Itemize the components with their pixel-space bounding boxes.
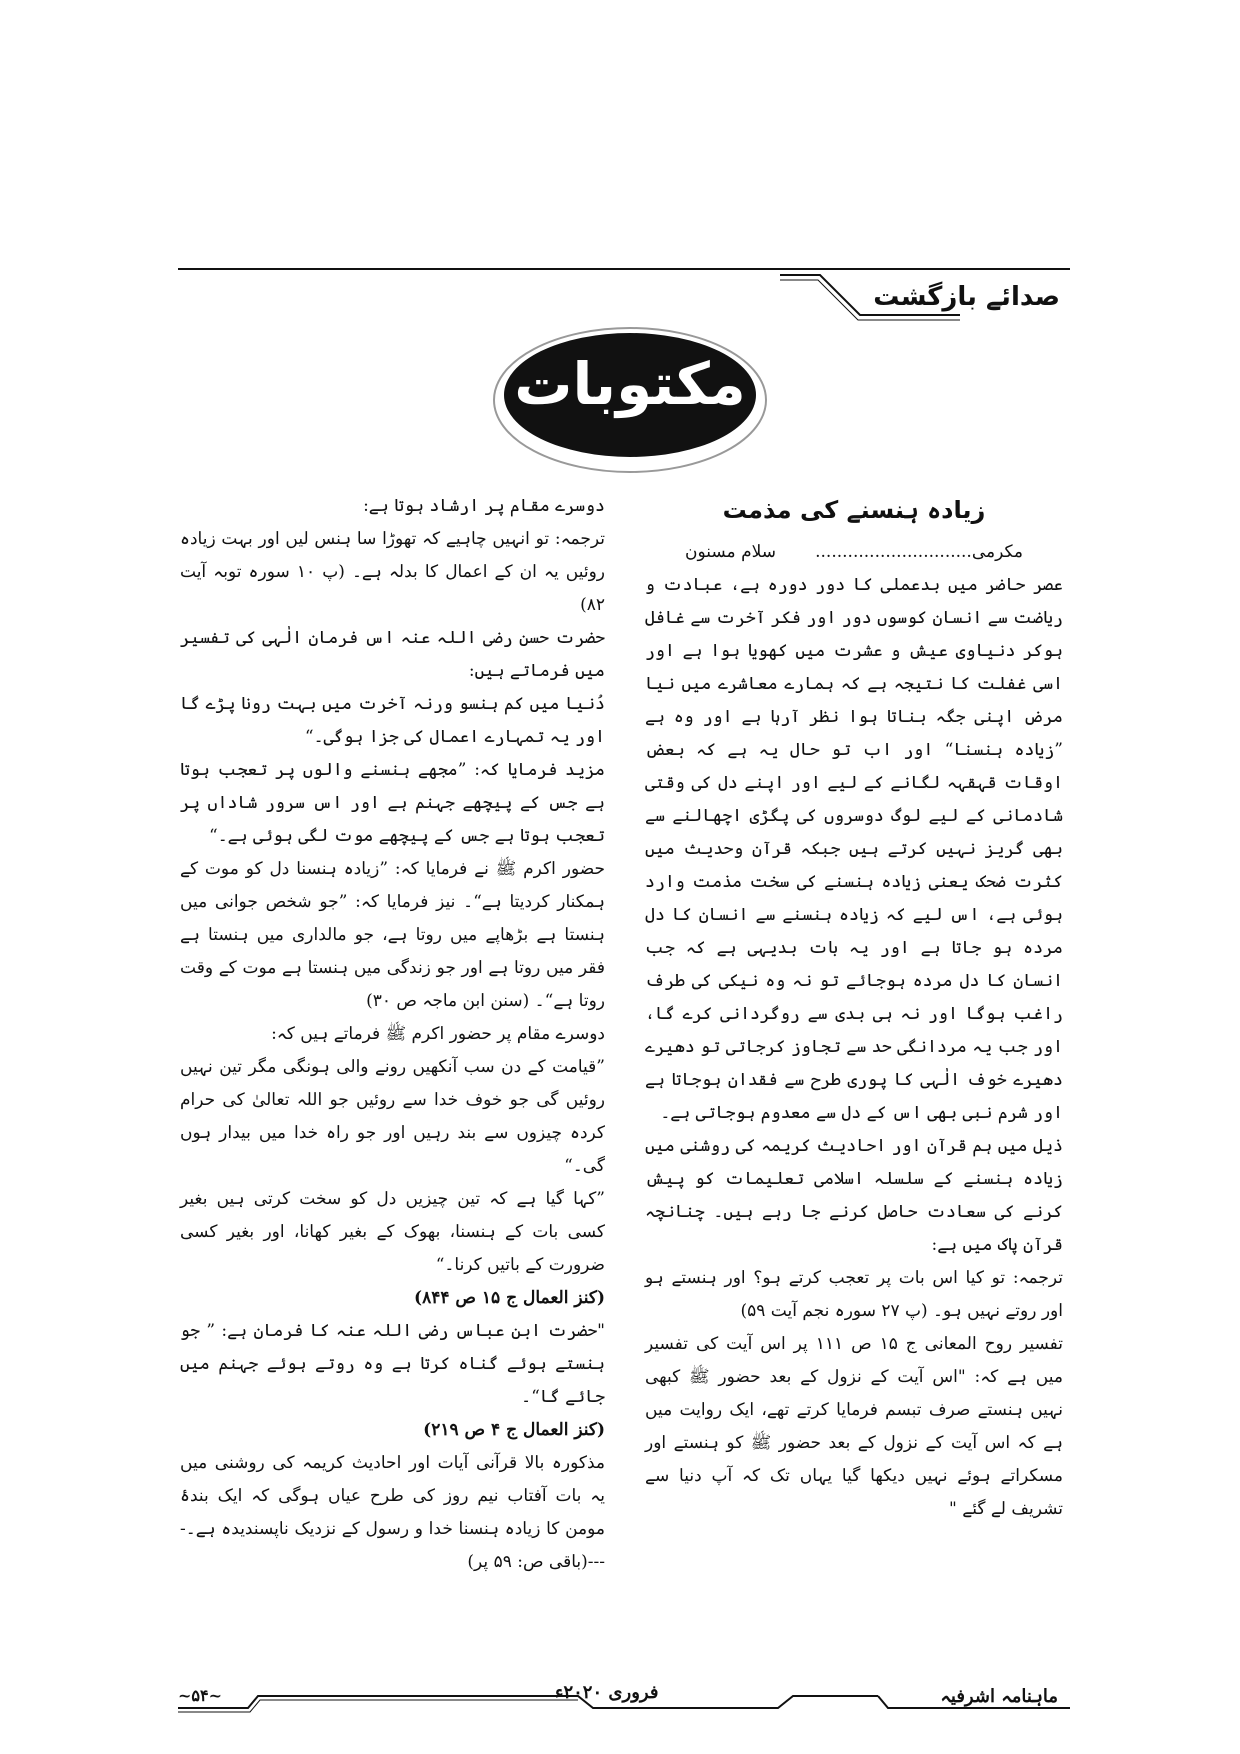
paragraph: دُنیا میں کم ہنسو ورنہ آخرت میں بہت رونا پڑے گا اور یہ تمہارے اعمال کی جزا ہوگی۔“ (180, 694, 605, 747)
paragraph: مذکورہ بالا قرآنی آیات اور احادیث کریمہ کی روشنی میں یہ بات آفتاب نیم روز کی طرح عیاں ہوگی کہ ایک بندۂ مومن کا زیادہ ہنسنا خدا و رسول کے نزدیک ناپسندیدہ ہے۔----(باقی ص: ۵۹ پر) (180, 1453, 605, 1572)
footer-magazine-name: ماہنامہ اشرفیہ (940, 1686, 1058, 1707)
paragraph: ”کہا گیا ہے کہ تین چیزیں دل کو سخت کرتی ہیں بغیر کسی بات کے ہنسنا، بھوک کے بغیر کھانا، اور بغیر کسی ضرورت کے باتیں کرنا۔“ (180, 1189, 605, 1275)
paragraph: عصر حاضر میں بدعملی کا دور دورہ ہے، عبادت و ریاضت سے انسان کوسوں دور اور فکر آخرت سے غافل ہوکر دنیاوی عیش و عشرت میں کھویا ہوا ہے اور اسی غفلت کا نتیجہ ہے کہ ہمارے معاشرے میں نیا مرض اپنی جگہ بناتا ہوا نظر آرہا ہے اور وہ ہے ”زیادہ ہنسنا“ اور اب تو حال یہ ہے کہ بعض اوقات قہقہہ لگانے کے لیے اور اپنے دل کی وقتی شادمانی کے لیے لوگ دوسروں کی پگڑی اچھالنے سے بھی گریز نہیں کرتے ہیں جبکہ قرآن وحدیث میں کثرت ضحک یعنی زیادہ ہنسنے کی سخت مذمت وارد ہوئی ہے، اس لیے کہ زیادہ ہنسنے سے انسان کا دل مردہ ہو جاتا ہے اور یہ بات بدیہی ہے کہ جب انسان کا دل مردہ ہوجائے تو نہ وہ نیکی کی طرف راغب ہوگا اور نہ ہی بدی سے روگردانی کرے گا، اور جب یہ مردانگی حد سے تجاوز کرجاتی تو دھیرے دھیرے خوف الٰہی کا پوری طرح سے فقدان ہوجاتا ہے اور شرم نبی بھی اس کے دل سے معدوم ہوجاتی ہے۔ (645, 575, 1063, 1123)
paragraph: دوسرے مقام پر حضور اکرم ﷺ فرماتے ہیں کہ: (271, 1024, 605, 1044)
reference: (کنز العمال ج ۴ ص ۲۱۹) (423, 1420, 605, 1440)
paragraph: دوسرے مقام پر ارشاد ہوتا ہے: (363, 496, 605, 516)
paragraph: حضرت حسن رضی اللہ عنہ اس فرمان الٰہی کی تفسیر میں فرماتے ہیں: (180, 628, 605, 681)
paragraph: ترجمہ: تو کیا اس بات پر تعجب کرتے ہو؟ اور ہنستے ہو اور روتے نہیں ہو۔ (پ ۲۷ سورہ نجم آیت ۵۹) (645, 1268, 1063, 1321)
footer-page-number: ~۵۴~ (178, 1686, 222, 1705)
article-right-column (645, 490, 1063, 1526)
badge-title: مکتوبات (514, 350, 746, 418)
paragraph: حضور اکرم ﷺ نے فرمایا کہ: ”زیادہ ہنسنا دل کو موت کے ہمکنار کردیتا ہے“۔ نیز فرمایا کہ: ”جو شخص جوانی میں ہنستا ہے بڑھاپے میں روتا ہے، جو مالداری میں ہنستا ہے فقر میں روتا ہے اور جو زندگی میں ہنستا ہے موت کے وقت روتا ہے“۔ (سنن ابن ماجہ ص ۳۰) (180, 859, 605, 1011)
paragraph: مزید فرمایا کہ: ”مجھے ہنسنے والوں پر تعجب ہوتا ہے جس کے پیچھے جہنم ہے اور اس سرور شاداں پر تعجب ہوتا ہے جس کے پیچھے موت لگی ہوئی ہے۔“ (180, 760, 605, 846)
paragraph: ترجمہ: تو انہیں چاہیے کہ تھوڑا سا ہنس لیں اور بہت زیادہ روئیں یہ ان کے اعمال کا بدلہ ہے۔ (پ ۱۰ سورہ توبہ آیت ۸۲) (180, 529, 606, 615)
greeting (645, 536, 1063, 569)
paragraph: ذیل میں ہم قرآن اور احادیث کریمہ کی روشنی میں زیادہ ہنسنے کے سلسلہ اسلامی تعلیمات کو پیش کرنے کی سعادت حاصل کرنے جا رہے ہیں۔ چنانچہ قرآن پاک میں ہے: (645, 1136, 1063, 1255)
article-left-column (180, 490, 605, 1579)
paragraph: "حضرت ابن عباس رضی اللہ عنہ کا فرمان ہے: ” جو ہنستے ہوئے گناہ کرتا ہے وہ روتے ہوئے جہنم میں جائے گا“۔ (180, 1321, 605, 1407)
reference: (کنز العمال ج ۱۵ ص ۸۴۴) (414, 1288, 605, 1308)
greeting-salutation: مکرمی............................. (815, 542, 1023, 562)
greeting-salam: سلام مسنون (685, 542, 776, 562)
footer-date: فروری ۲۰۲۰ء (555, 1682, 659, 1703)
paragraph: ”قیامت کے دن سب آنکھیں رونے والی ہونگی مگر تین نہیں روئیں گی جو خوف خدا سے روئیں جو اللہ تعالیٰ کی حرام کردہ چیزوں سے بند رہیں اور جو راہ خدا میں بیدار ہوں گی۔“ (180, 1057, 605, 1176)
section-title: صدائے بازگشت (873, 282, 1060, 312)
article-heading: زیادہ ہنسنے کی مذمت (722, 496, 986, 524)
paragraph: تفسیر روح المعانی ج ۱۵ ص ۱۱۱ پر اس آیت کی تفسیر میں ہے کہ: "اس آیت کے نزول کے بعد حضور ﷺ کبھی نہیں ہنستے صرف تبسم فرمایا کرتے تھے، ایک روایت میں ہے کہ اس آیت کے نزول کے بعد حضور ﷺ کو ہنستے اور مسکراتے ہوئے نہیں دیکھا گیا یہاں تک کہ آپ دنیا سے تشریف لے گئے " (645, 1334, 1063, 1519)
